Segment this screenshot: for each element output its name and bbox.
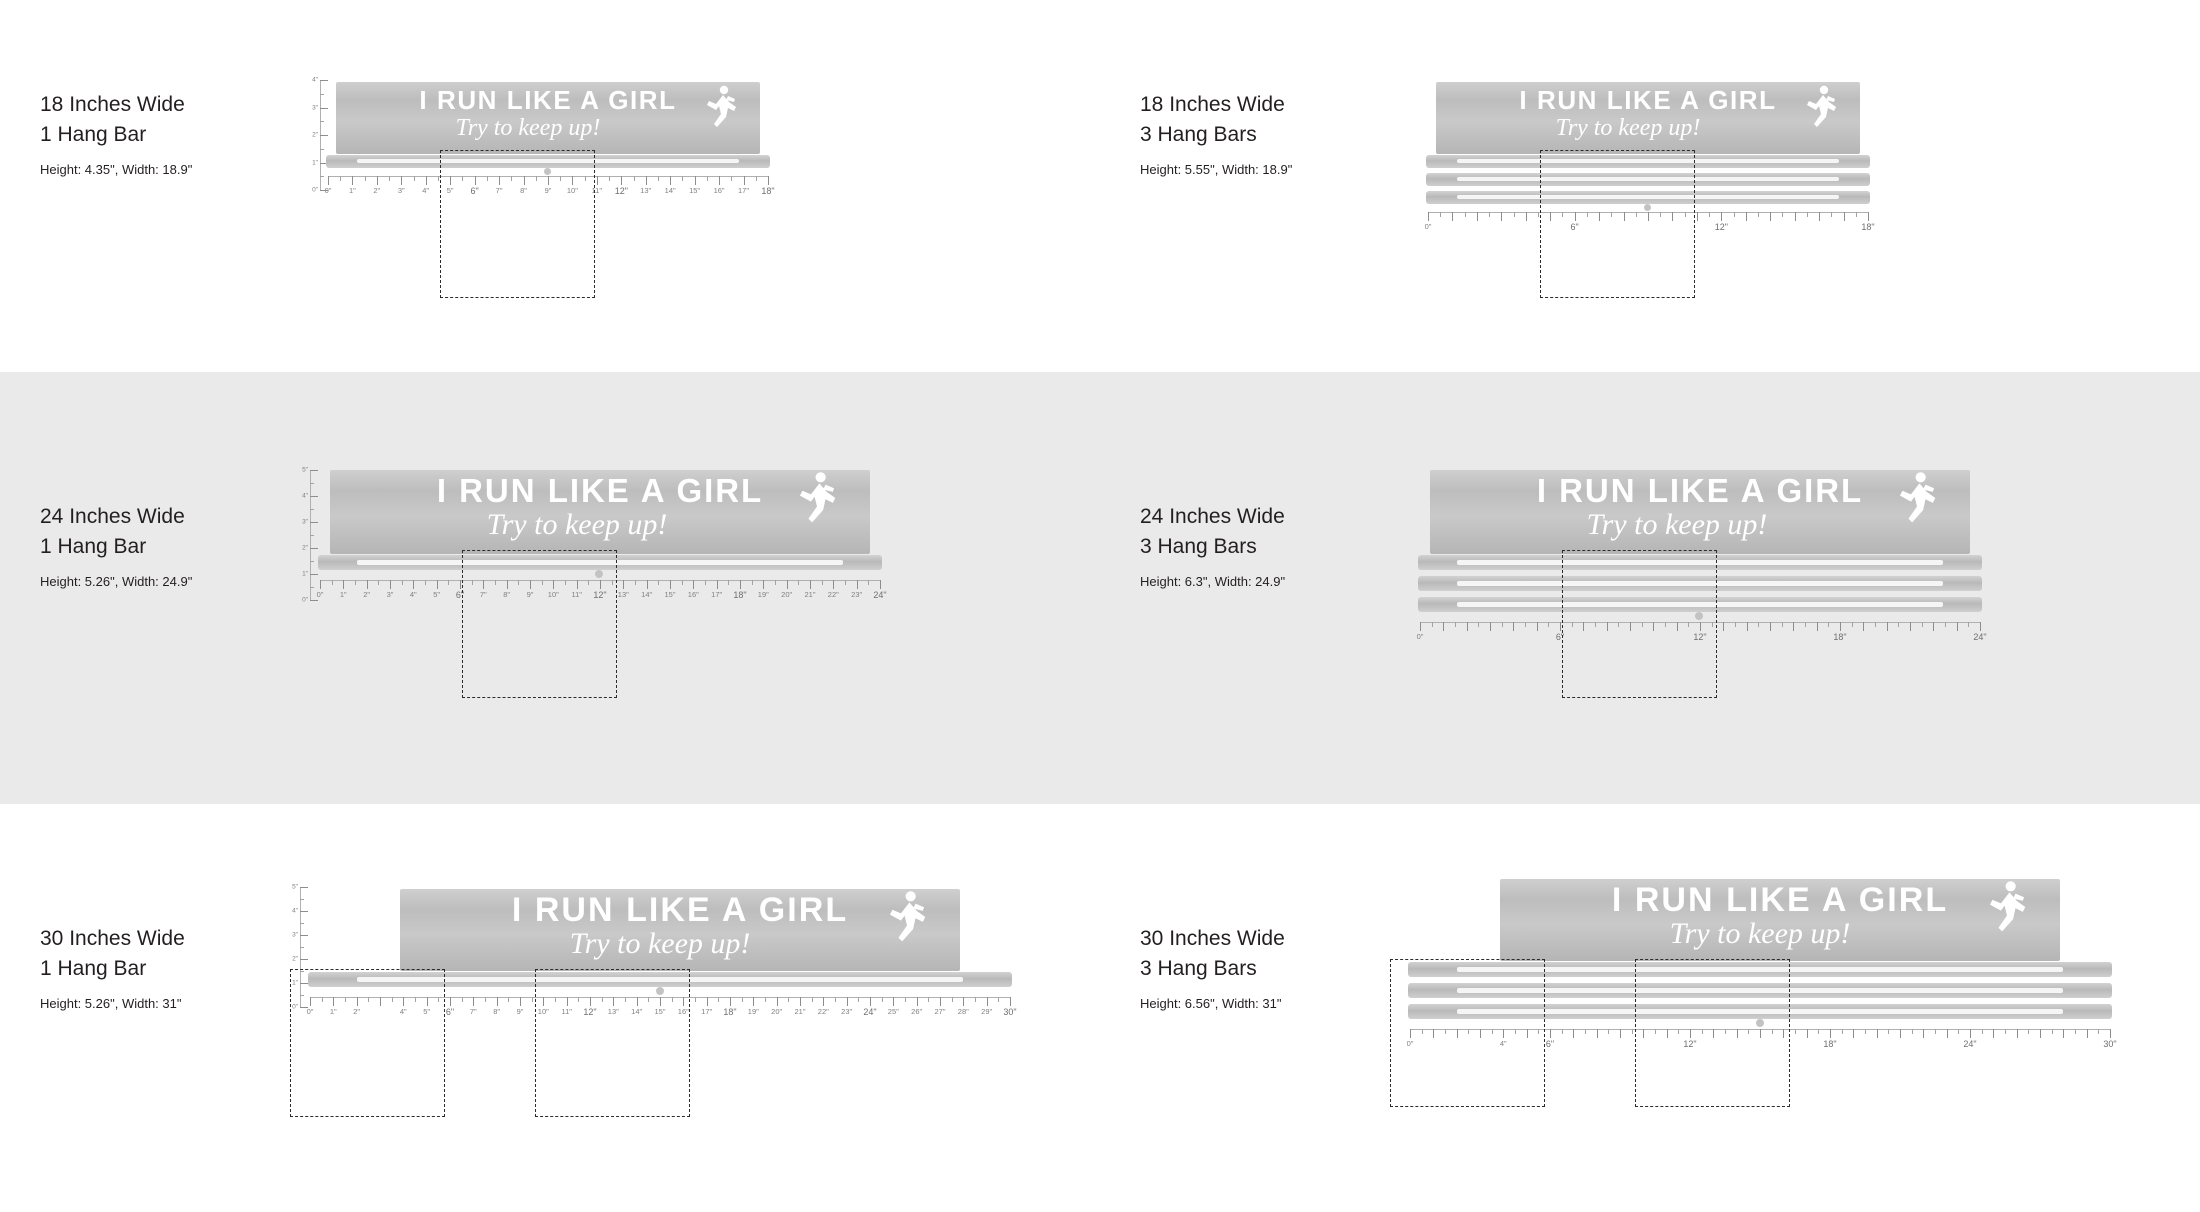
plate-main-text: I RUN LIKE A GIRL xyxy=(1519,85,1777,115)
ruler-label: 10" xyxy=(547,590,559,599)
ruler-label: 24" xyxy=(1973,632,1987,642)
ruler-label: 2" xyxy=(353,1007,361,1016)
ruler-label: 24" xyxy=(873,590,887,600)
running-girl-icon xyxy=(704,84,738,130)
variant-dimensions: Height: 5.26", Width: 31" xyxy=(40,996,182,1011)
ruler-label: 18" xyxy=(1823,1039,1837,1049)
variant-30-3bars xyxy=(1100,804,2200,1212)
ruler-label: 2" xyxy=(363,590,371,599)
ruler-label: 5" xyxy=(446,186,454,195)
ruler-label: 6" xyxy=(1545,1039,1555,1049)
ruler-label: 16" xyxy=(713,186,725,195)
ruler-label: 4" xyxy=(399,1007,407,1016)
ruler-label: 3" xyxy=(386,590,394,599)
ruler-label: 22" xyxy=(817,1007,829,1016)
variant-width-label: 18 Inches Wide xyxy=(1140,93,1285,116)
ruler-label: 7" xyxy=(495,186,503,195)
ruler-label: 19" xyxy=(757,590,769,599)
plate-sub-text: Try to keep up! xyxy=(486,508,668,541)
ruler-label: 28" xyxy=(957,1007,969,1016)
ruler-label: 5" xyxy=(433,590,441,599)
measurement-box xyxy=(440,150,595,298)
ruler-label: 6" xyxy=(1555,632,1565,642)
ruler-label: 18" xyxy=(1833,632,1847,642)
running-girl-icon xyxy=(886,889,928,945)
ruler-label: 13" xyxy=(607,1007,619,1016)
variant-width-label: 30 Inches Wide xyxy=(1140,927,1285,950)
plate-main-text: I RUN LIKE A GIRL xyxy=(419,85,677,115)
ruler-label: 9" xyxy=(544,186,552,195)
ruler-label: 0" xyxy=(316,590,324,599)
measurement-box xyxy=(1562,550,1717,698)
vruler-label: 5" xyxy=(292,883,298,891)
name-plate xyxy=(336,82,760,154)
product-illustration xyxy=(312,60,820,360)
ruler-label: 26" xyxy=(911,1007,923,1016)
vruler-label: 4" xyxy=(302,492,308,500)
ruler-label: 4" xyxy=(409,590,417,599)
vruler-label: 5" xyxy=(302,466,308,474)
plate-main-text: I RUN LIKE A GIRL xyxy=(1536,472,1864,509)
ruler-label: 22" xyxy=(827,590,839,599)
vertical-ruler xyxy=(302,466,320,604)
vruler-label: 0" xyxy=(292,1003,298,1011)
ruler-label: 1" xyxy=(339,590,347,599)
ruler-label: 9" xyxy=(516,1007,524,1016)
variant-labels xyxy=(1140,502,1440,589)
ruler-label: 20" xyxy=(781,590,793,599)
product-illustration xyxy=(1400,859,2160,1212)
ruler-label: 12" xyxy=(614,186,628,196)
variant-18-1bar xyxy=(0,0,1100,372)
ruler-label: 3" xyxy=(397,186,405,195)
ruler-label: 0" xyxy=(306,1007,314,1016)
product-illustration xyxy=(292,869,1060,1209)
variant-24-1bar xyxy=(0,372,1100,804)
ruler-label: 12" xyxy=(593,590,607,600)
ruler-label: 16" xyxy=(687,590,699,599)
vruler-label: 4" xyxy=(312,76,318,84)
ruler-label: 24" xyxy=(863,1007,877,1017)
ruler-label: 5" xyxy=(423,1007,431,1016)
variant-24-3bars xyxy=(1100,372,2200,804)
ruler-label: 8" xyxy=(493,1007,501,1016)
variant-bars-label: 1 Hang Bar xyxy=(40,535,147,558)
ruler-label: 11" xyxy=(591,186,603,195)
name-plate xyxy=(330,470,870,554)
vruler-label: 3" xyxy=(302,518,308,526)
ruler-label: 7" xyxy=(479,590,487,599)
vruler-label: 2" xyxy=(312,131,318,139)
vruler-label: 0" xyxy=(312,186,318,194)
variant-dimensions: Height: 5.26", Width: 24.9" xyxy=(40,574,193,589)
variant-width-label: 24 Inches Wide xyxy=(40,505,185,528)
variant-18-3bars xyxy=(1100,0,2200,372)
vertical-ruler xyxy=(312,76,330,194)
plate-sub-text: Try to keep up! xyxy=(1669,917,1851,950)
ruler-label: 12" xyxy=(583,1007,597,1017)
plate-sub-text: Try to keep up! xyxy=(1555,115,1701,141)
ruler-label: 0" xyxy=(324,186,332,195)
ruler-label: 18" xyxy=(1861,222,1875,232)
name-plate xyxy=(1430,470,1970,554)
plate-main-text: I RUN LIKE A GIRL xyxy=(511,891,849,929)
vruler-label: 3" xyxy=(292,931,298,939)
measurement-box xyxy=(535,969,690,1117)
ruler-label: 23" xyxy=(851,590,863,599)
plate-main-text: I RUN LIKE A GIRL xyxy=(1611,881,1949,919)
measurement-box xyxy=(1390,959,1545,1107)
ruler-label: 16" xyxy=(677,1007,689,1016)
name-plate xyxy=(1500,879,2060,961)
variant-dimensions: Height: 4.35", Width: 18.9" xyxy=(40,162,193,177)
measurement-box xyxy=(1540,150,1695,298)
variant-width-label: 18 Inches Wide xyxy=(40,93,185,116)
product-illustration xyxy=(302,450,930,790)
ruler-label: 12" xyxy=(1683,1039,1697,1049)
vruler-label: 4" xyxy=(292,907,298,915)
vruler-label: 1" xyxy=(312,159,318,166)
size-row-30inch xyxy=(0,804,2200,1212)
measurement-box xyxy=(1635,959,1790,1107)
variant-labels xyxy=(1140,90,1440,177)
variant-bars-label: 3 Hang Bars xyxy=(1140,957,1257,980)
ruler-label: 1" xyxy=(329,1007,337,1016)
variant-bars-label: 1 Hang Bar xyxy=(40,957,147,980)
product-illustration xyxy=(1420,60,1920,360)
ruler-label: 14" xyxy=(664,186,676,195)
variant-bars-label: 1 Hang Bar xyxy=(40,123,147,146)
size-row-18inch xyxy=(0,0,2200,372)
vruler-label: 0" xyxy=(302,596,308,604)
ruler-label: 18" xyxy=(761,186,775,196)
vruler-label: 1" xyxy=(302,570,308,578)
plate-main-text: I RUN LIKE A GIRL xyxy=(436,472,764,509)
size-row-24inch xyxy=(0,372,2200,804)
vruler-label: 3" xyxy=(312,104,318,111)
ruler-label: 7" xyxy=(469,1007,477,1016)
ruler-label: 18" xyxy=(733,590,747,600)
ruler-label: 4" xyxy=(1499,1039,1507,1048)
ruler-label: 11" xyxy=(561,1007,572,1016)
variant-dimensions: Height: 6.56", Width: 31" xyxy=(1140,996,1282,1011)
ruler-label: 6" xyxy=(445,1007,455,1017)
ruler-label: 12" xyxy=(1714,222,1728,232)
plate-sub-text: Try to keep up! xyxy=(569,927,751,960)
variant-dimensions: Height: 6.3", Width: 24.9" xyxy=(1140,574,1286,589)
ruler-label: 10" xyxy=(566,186,578,195)
ruler-label: 10" xyxy=(537,1007,549,1016)
ruler-label: 6" xyxy=(470,186,479,196)
ruler-label: 15" xyxy=(654,1007,666,1016)
ruler-label: 6" xyxy=(1570,222,1579,232)
ruler-label: 15" xyxy=(689,186,701,195)
ruler-label: 18" xyxy=(723,1007,737,1017)
ruler-label: 11" xyxy=(571,590,582,599)
vruler-label: 2" xyxy=(292,955,298,963)
ruler-label: 19" xyxy=(747,1007,759,1016)
vruler-label: 2" xyxy=(302,544,308,552)
variant-30-1bar xyxy=(0,804,1100,1212)
ruler-label: 29" xyxy=(981,1007,993,1016)
vruler-label: 1" xyxy=(292,979,298,987)
ruler-label: 14" xyxy=(631,1007,643,1016)
ruler-label: 13" xyxy=(617,590,629,599)
ruler-label: 0" xyxy=(1416,632,1424,641)
ruler-label: 2" xyxy=(373,186,381,195)
ruler-label: 0" xyxy=(1406,1039,1414,1048)
ruler-label: 17" xyxy=(737,186,750,195)
ruler-label: 6" xyxy=(455,590,465,600)
variant-dimensions: Height: 5.55", Width: 18.9" xyxy=(1140,162,1293,177)
name-plate xyxy=(400,889,960,971)
plate-sub-text: Try to keep up! xyxy=(455,115,601,141)
ruler-label: 20" xyxy=(771,1007,783,1016)
ruler-label: 4" xyxy=(422,186,430,195)
variant-labels xyxy=(40,90,340,177)
measurement-box xyxy=(290,969,445,1117)
ruler-label: 9" xyxy=(526,590,534,599)
variant-bars-label: 3 Hang Bars xyxy=(1140,123,1257,146)
ruler-label: 0" xyxy=(1424,222,1432,231)
product-illustration xyxy=(1410,450,2030,790)
ruler-label: 12" xyxy=(1693,632,1707,642)
ruler-label: 8" xyxy=(520,186,527,195)
plate-sub-text: Try to keep up! xyxy=(1586,508,1768,541)
ruler-label: 15" xyxy=(664,590,676,599)
ruler-label: 13" xyxy=(640,186,652,195)
running-girl-icon xyxy=(796,470,838,526)
variant-bars-label: 3 Hang Bars xyxy=(1140,535,1257,558)
running-girl-icon xyxy=(1986,879,2028,935)
variant-width-label: 24 Inches Wide xyxy=(1140,505,1285,528)
ruler-label: 24" xyxy=(1963,1039,1977,1049)
ruler-label: 17" xyxy=(701,1007,713,1016)
ruler-label: 1" xyxy=(348,186,356,195)
variant-labels xyxy=(40,502,340,589)
ruler-label: 30" xyxy=(1003,1007,1017,1017)
variant-width-label: 30 Inches Wide xyxy=(40,927,185,950)
ruler-label: 17" xyxy=(711,590,723,599)
ruler-label: 25" xyxy=(887,1007,899,1016)
ruler-label: 8" xyxy=(503,590,511,599)
ruler-label: 23" xyxy=(841,1007,853,1016)
ruler-label: 30" xyxy=(2103,1039,2117,1049)
ruler-label: 14" xyxy=(641,590,653,599)
name-plate xyxy=(1436,82,1860,154)
running-girl-icon xyxy=(1804,84,1838,130)
measurement-box xyxy=(462,550,617,698)
ruler-label: 27" xyxy=(934,1007,946,1016)
running-girl-icon xyxy=(1896,470,1938,526)
ruler-label: 21" xyxy=(804,590,816,599)
ruler-label: 21" xyxy=(794,1007,806,1016)
